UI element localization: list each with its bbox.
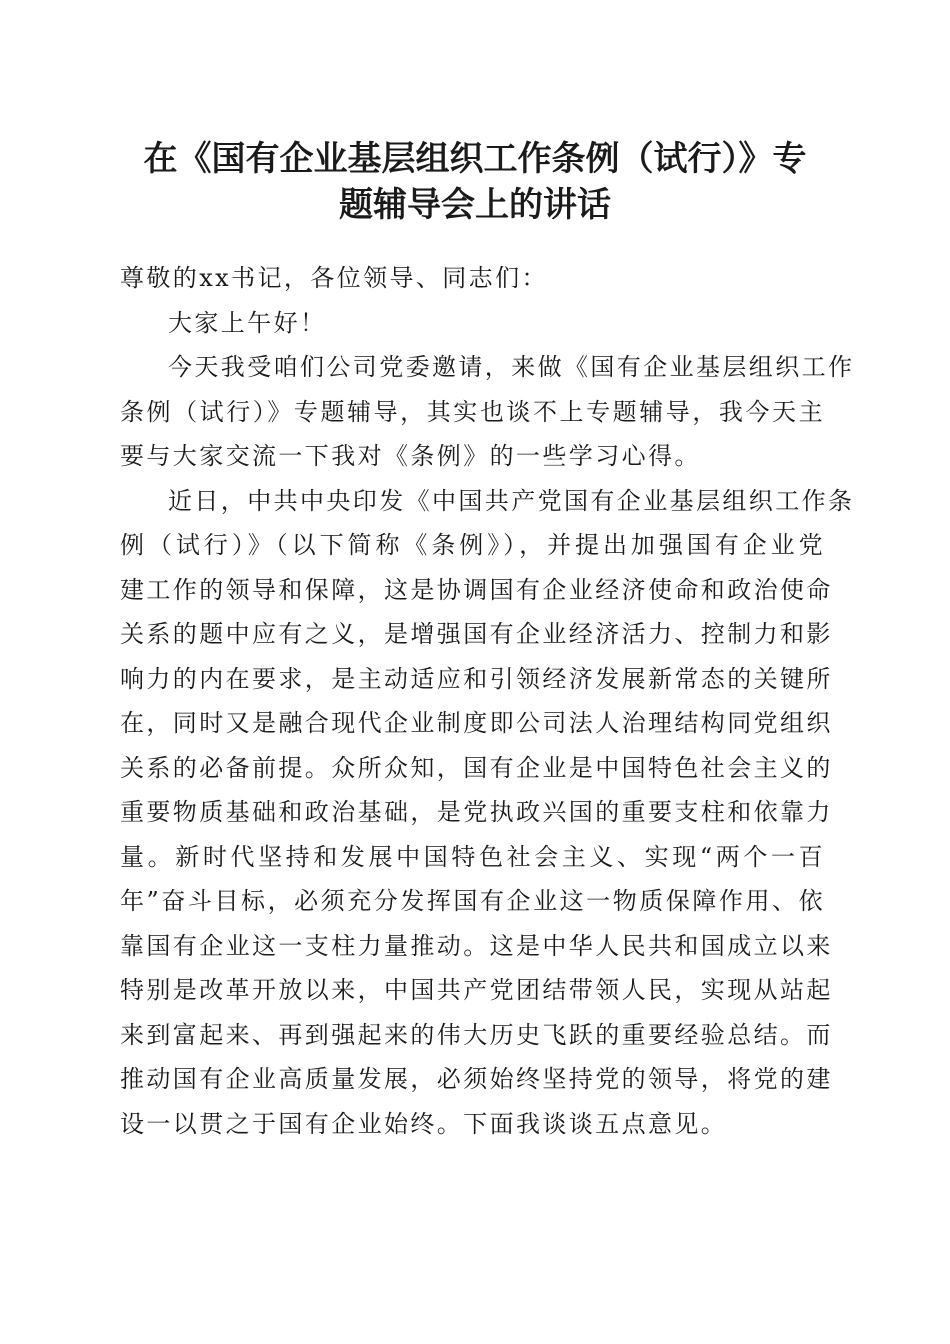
paragraph-line: 重要物质基础和政治基础，是党执政兴国的重要支柱和依靠力 [120, 798, 833, 826]
paragraph-line: 建工作的领导和保障，这是协调国有企业经济使命和政治使命 [120, 575, 833, 604]
paragraph-line: 关系的必备前提。众所众知，国有企业是中国特色社会主义的 [120, 753, 833, 782]
paragraph-line: 今天我受咱们公司党委邀请，来做《国有企业基层组织工作 [168, 353, 855, 381]
paragraph-line: 在，同时又是融合现代企业制度即公司法人治理结构同党组织 [120, 709, 833, 737]
greeting [120, 301, 825, 346]
paragraph-line: 例（试行）》（以下简称《条例》），并提出加强国有企业党 [120, 531, 825, 559]
paragraph-line: 量。新时代坚持和发展中国特色社会主义、实现“两个一百 [120, 842, 825, 871]
paragraph-2 [120, 479, 855, 1147]
title-line-1: 在《国有企业基层组织工作条例（试行）》专 [143, 139, 807, 179]
paragraph-line: 设一以贯之于国有企业始终。下面我谈谈五点意见。 [120, 1109, 728, 1138]
paragraph-line: 近日，中共中央印发《中国共产党国有企业基层组织工作条 [168, 486, 855, 515]
title-line-2: 题辅导会上的讲话 [339, 185, 611, 225]
greeting-line: 大家上午好！ [168, 308, 327, 337]
paragraph-line: 关系的题中应有之义，是增强国有企业经济活力、控制力和影 [120, 620, 833, 648]
paragraph-1 [120, 345, 855, 479]
document-title [100, 136, 850, 228]
document-body [120, 256, 855, 1146]
paragraph-line: 响力的内在要求，是主动适应和引领经济发展新常态的关键所 [120, 664, 833, 693]
paragraph-line: 特别是改革开放以来，中国共产党团结带领人民，实现从站起 [120, 976, 833, 1004]
salutation: 尊敬的xx书记，各位领导、同志们： [120, 264, 548, 292]
paragraph-line: 靠国有企业这一支柱力量推动。这是中华人民共和国成立以来 [120, 931, 833, 960]
paragraph-line: 条例（试行）》专题辅导，其实也谈不上专题辅导，我今天主 [120, 397, 825, 426]
paragraph-line: 年”奋斗目标，必须充分发挥国有企业这一物质保障作用、依 [120, 887, 825, 915]
paragraph-line: 要与大家交流一下我对《条例》的一些学习心得。 [120, 442, 701, 470]
paragraph-line: 推动国有企业高质量发展，必须始终坚持党的领导，将党的建 [120, 1065, 833, 1093]
paragraph-line: 来到富起来、再到强起来的伟大历史飞跃的重要经验总结。而 [120, 1020, 833, 1049]
